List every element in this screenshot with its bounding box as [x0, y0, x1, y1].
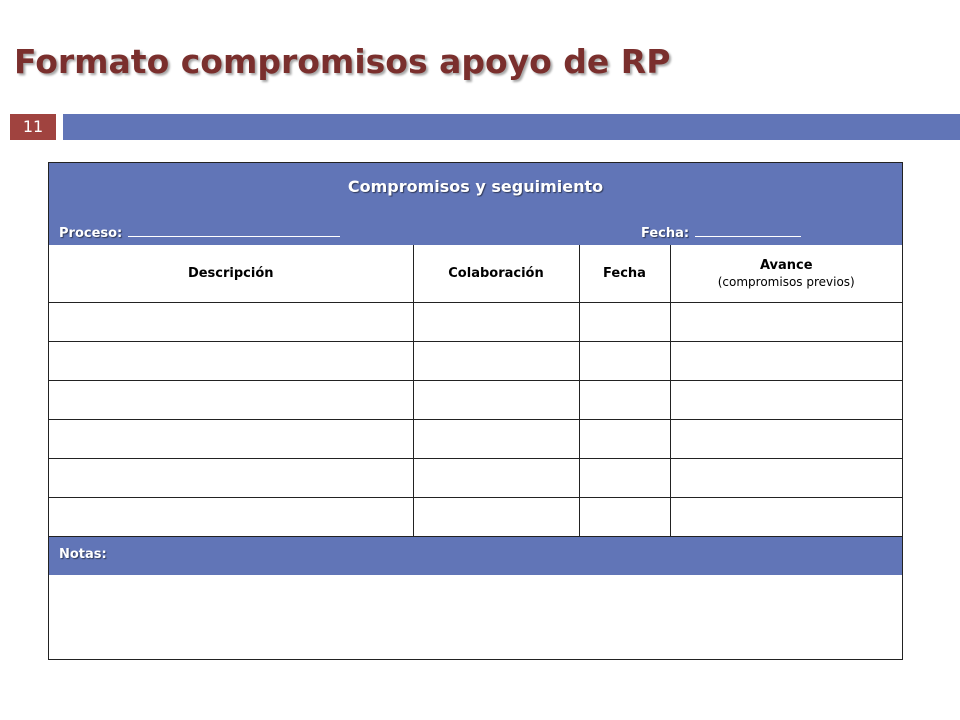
- column-header-avance: [670, 245, 902, 303]
- column-header-label: Colaboración: [448, 266, 544, 281]
- table-cell-fecha[interactable]: [579, 498, 670, 537]
- table-row: [49, 303, 902, 342]
- column-header-label: Fecha: [603, 266, 646, 281]
- column-header-label: Avance: [759, 258, 813, 273]
- commitments-table: [49, 245, 902, 537]
- form-title: Compromisos y seguimiento: [347, 177, 604, 196]
- fecha-blank-line[interactable]: [695, 223, 801, 237]
- table-cell-descripcion[interactable]: [49, 459, 413, 498]
- proceso-field[interactable]: [59, 223, 340, 241]
- commitments-form: [48, 162, 903, 660]
- table-header-row: [49, 245, 902, 303]
- notes-label: Notas:: [59, 547, 107, 562]
- column-header-sublabel: (compromisos previos): [717, 275, 855, 289]
- table-row: [49, 420, 902, 459]
- table-cell-fecha[interactable]: [579, 420, 670, 459]
- page-number-badge: 11: [10, 114, 56, 140]
- table-cell-colaboracion[interactable]: [413, 459, 579, 498]
- table-cell-colaboracion[interactable]: [413, 498, 579, 537]
- notes-area[interactable]: [49, 575, 902, 659]
- header-accent-bar: [63, 114, 960, 140]
- table-cell-colaboracion[interactable]: [413, 420, 579, 459]
- table-cell-descripcion[interactable]: [49, 420, 413, 459]
- column-header-descripcion: [49, 245, 413, 303]
- table-cell-avance[interactable]: [670, 381, 902, 420]
- form-header: [49, 163, 902, 245]
- table-cell-descripcion[interactable]: [49, 381, 413, 420]
- table-cell-fecha[interactable]: [579, 342, 670, 381]
- table-row: [49, 459, 902, 498]
- fecha-label: Fecha:: [641, 226, 690, 241]
- fecha-field[interactable]: [641, 223, 801, 241]
- proceso-blank-line[interactable]: [128, 223, 340, 237]
- table-cell-descripcion[interactable]: [49, 303, 413, 342]
- table-row: [49, 498, 902, 537]
- slide-title: Formato compromisos apoyo de RP: [14, 42, 671, 81]
- table-cell-colaboracion[interactable]: [413, 303, 579, 342]
- table-cell-fecha[interactable]: [579, 303, 670, 342]
- table-cell-avance[interactable]: [670, 342, 902, 381]
- table-cell-descripcion[interactable]: [49, 342, 413, 381]
- table-cell-avance[interactable]: [670, 498, 902, 537]
- column-header-fecha: [579, 245, 670, 303]
- column-header-label: Descripción: [187, 266, 274, 281]
- table-row: [49, 381, 902, 420]
- table-cell-avance[interactable]: [670, 459, 902, 498]
- table-cell-fecha[interactable]: [579, 459, 670, 498]
- proceso-label: Proceso:: [59, 226, 123, 241]
- table-cell-colaboracion[interactable]: [413, 381, 579, 420]
- table-cell-fecha[interactable]: [579, 381, 670, 420]
- table-cell-avance[interactable]: [670, 303, 902, 342]
- notes-header: [49, 536, 902, 575]
- table-row: [49, 342, 902, 381]
- table-cell-avance[interactable]: [670, 420, 902, 459]
- table-cell-colaboracion[interactable]: [413, 342, 579, 381]
- column-header-colaboracion: [413, 245, 579, 303]
- table-cell-descripcion[interactable]: [49, 498, 413, 537]
